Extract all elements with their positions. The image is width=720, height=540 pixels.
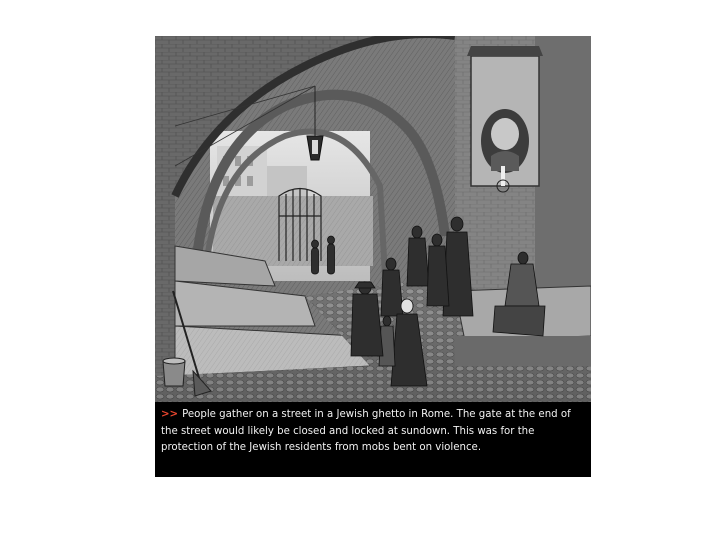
- wall-shrine: [467, 46, 543, 192]
- image-caption: [155, 402, 591, 477]
- engraving-drawing: [155, 36, 591, 402]
- figure: [155, 36, 591, 477]
- caption-marker: >>: [161, 409, 179, 420]
- caption-text: People gather on a street in a Jewish ghetto in Rome. The gate at the end of the street would likely be closed and locked at sundown. This was for the protection of the Jewish residents from mobs bent on violence.: [161, 409, 571, 453]
- ghetto-engraving-image: [155, 36, 591, 402]
